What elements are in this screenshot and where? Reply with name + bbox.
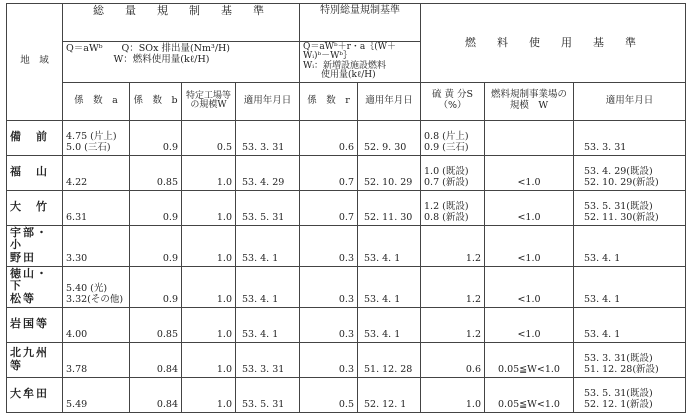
table-cell-fuel-scale: <1.0 [485,190,574,225]
special-formula-line-1: Q＝aWᵇ＋r・a｛(W＋ [303,42,397,52]
table-cell-coef-r: 0.6 [300,120,358,155]
table-cell-sulfur: 1.2 (既設) 0.8 (新設) [421,190,485,225]
header-date-3: 適用年月日 [574,82,686,120]
table-row [7,155,686,190]
table-cell-coef-a: 4.75 (片上) 5.0 (三石) [63,120,130,155]
table-cell-fuel-scale: <1.0 [485,307,574,342]
table-cell-date-2: 52. 10. 29 [358,155,421,190]
header-region: 地 域 [7,4,63,121]
regulation-table [6,3,686,413]
table-cell-fuel-scale: <1.0 [485,266,574,307]
header-total-title: 総 量 規 制 基 準 [63,4,300,42]
special-formula [300,42,421,83]
table-cell-date-1: 53. 4. 1 [236,225,300,266]
table-cell-sulfur: 0.6 [421,342,485,377]
table-cell-sulfur: 1.0 [421,377,485,412]
table-cell-scale: 1.0 [182,377,236,412]
table-cell-coef-r: 0.3 [300,266,358,307]
header-fuel-scale: 燃料規制事業場の規模 W [485,82,574,120]
table-cell-sulfur: 1.2 [421,225,485,266]
special-formula-line-2: Wᵢ)ᵇ－Wᵇ｝ [303,51,353,62]
table-row [7,120,686,155]
table-cell-sulfur: 1.0 (既設) 0.7 (新設) [421,155,485,190]
special-formula-line-4: 使用量(kℓ/H) [303,70,376,81]
table-cell-coef-a: 4.00 [63,307,130,342]
table-row [7,266,686,307]
table-cell-date-1: 53. 5. 31 [236,377,300,412]
table-cell-date-1: 53. 4. 29 [236,155,300,190]
table-cell-region: 徳山・下 松等 [7,266,63,307]
table-cell-coef-b: 0.9 [130,225,182,266]
table-cell-date-1: 53. 5. 31 [236,190,300,225]
table-cell-coef-b: 0.9 [130,190,182,225]
table-cell-coef-r: 0.5 [300,377,358,412]
table-cell-region: 北九州等 [7,342,63,377]
table-cell-region: 福 山 [7,155,63,190]
table-cell-scale: 1.0 [182,155,236,190]
table-cell-scale: 1.0 [182,190,236,225]
table-cell-scale: 1.0 [182,342,236,377]
table-cell-date-2: 53. 4. 1 [358,266,421,307]
table-cell-region: 岩国等 [7,307,63,342]
table-cell-sulfur: 1.2 [421,266,485,307]
table-cell-date-1: 53. 4. 1 [236,266,300,307]
table-cell-coef-r: 0.3 [300,225,358,266]
table-cell-fuel-scale: <1.0 [485,225,574,266]
total-formula [63,42,300,83]
table-cell-coef-r: 0.3 [300,342,358,377]
table-cell-coef-a: 3.78 [63,342,130,377]
table-cell-coef-b: 0.85 [130,155,182,190]
table-cell-date-2: 52. 9. 30 [358,120,421,155]
table-cell-scale: 1.0 [182,307,236,342]
table-cell-coef-b: 0.9 [130,266,182,307]
table-cell-date-3: 53. 4. 29(既設) 52. 10. 29(新設) [574,155,686,190]
table-cell-date-3: 53. 3. 31 [574,120,686,155]
table-cell-sulfur: 1.2 [421,307,485,342]
table-cell-date-3: 53. 5. 31(既設) 52. 11. 30(新設) [574,190,686,225]
header-coef-a: 係 数 a [63,82,130,120]
table-cell-region: 宇部・小 野田 [7,225,63,266]
table-cell-coef-b: 0.85 [130,307,182,342]
table-cell-coef-b: 0.84 [130,342,182,377]
header-scale: 特定工場等の規模W [182,82,236,120]
table-cell-region: 備 前 [7,120,63,155]
table-body [7,120,686,412]
table-cell-fuel-scale: 0.05≦W<1.0 [485,377,574,412]
table-cell-coef-r: 0.7 [300,190,358,225]
special-formula-line-3: Wᵢ：新増設施設燃料 [303,60,387,71]
table-cell-fuel-scale: 0.05≦W<1.0 [485,342,574,377]
table-cell-fuel-scale [485,120,574,155]
table-cell-region: 大 竹 [7,190,63,225]
table-cell-coef-b: 0.84 [130,377,182,412]
table-row [7,225,686,266]
header-sulfur: 硫 黄 分S （%） [421,82,485,120]
table-cell-sulfur: 0.8 (片上) 0.9 (三石) [421,120,485,155]
table-row [7,190,686,225]
table-cell-date-3: 53. 5. 31(既設) 52. 12. 1(新設) [574,377,686,412]
table-cell-coef-r: 0.3 [300,307,358,342]
table-row [7,377,686,412]
table-cell-date-2: 53. 4. 1 [358,307,421,342]
header-date-2: 適用年月日 [358,82,421,120]
header-date-1: 適用年月日 [236,82,300,120]
table-cell-date-1: 53. 4. 1 [236,307,300,342]
header-special-title: 特別総量規制基準 [300,4,421,42]
table-cell-coef-a: 6.31 [63,190,130,225]
table-cell-coef-a: 5.49 [63,377,130,412]
total-formula-line-2: W：燃料使用量(kℓ/H) [66,54,210,66]
table-cell-date-2: 53. 4. 1 [358,225,421,266]
table-cell-scale: 1.0 [182,266,236,307]
table-cell-fuel-scale: <1.0 [485,155,574,190]
table-row [7,307,686,342]
table-cell-date-2: 52. 11. 30 [358,190,421,225]
header-fuel-title: 燃 料 使 用 基 準 [421,4,686,83]
table-cell-date-2: 52. 12. 1 [358,377,421,412]
table-cell-coef-a: 4.22 [63,155,130,190]
regulation-table-container [6,3,685,410]
header-coef-r: 係 数 r [300,82,358,120]
table-cell-date-3: 53. 3. 31(既設) 51. 12. 28(新設) [574,342,686,377]
table-cell-scale: 0.5 [182,120,236,155]
table-cell-coef-a: 5.40 (光) 3.32(その他) [63,266,130,307]
table-cell-coef-r: 0.7 [300,155,358,190]
table-cell-date-1: 53. 3. 31 [236,342,300,377]
table-cell-region: 大牟田 [7,377,63,412]
table-cell-date-3: 53. 4. 1 [574,225,686,266]
table-cell-date-3: 53. 4. 1 [574,266,686,307]
table-cell-date-3: 53. 4. 1 [574,307,686,342]
table-cell-coef-a: 3.30 [63,225,130,266]
table-cell-date-2: 51. 12. 28 [358,342,421,377]
total-formula-line-1: Q＝aWᵇ Q：SOx 排出量(Nm³/H) [66,43,231,54]
table-cell-date-1: 53. 3. 31 [236,120,300,155]
table-row [7,342,686,377]
table-cell-scale: 1.0 [182,225,236,266]
table-cell-coef-b: 0.9 [130,120,182,155]
header-coef-b: 係 数 b [130,82,182,120]
